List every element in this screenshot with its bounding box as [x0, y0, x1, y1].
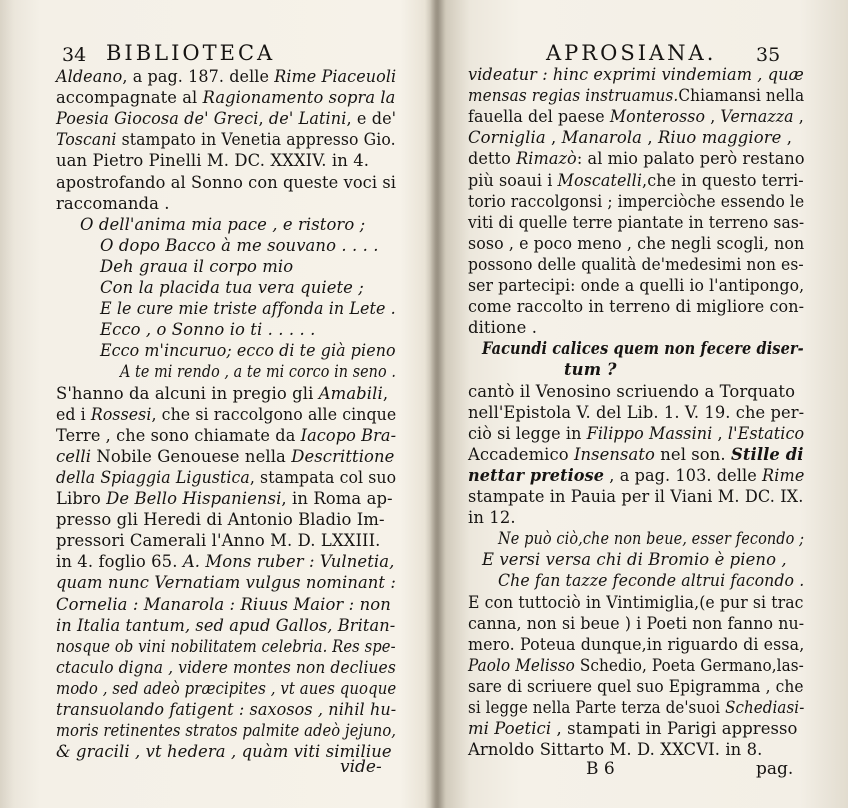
- text-run: : al mio palato però restano: [576, 149, 805, 169]
- text-run: Libro: [56, 489, 107, 508]
- text-run: ,: [705, 107, 721, 127]
- text-run: stampate in Pauia per il Viani M. DC. IX.: [468, 487, 804, 506]
- text-run: ciò si legge in: [468, 423, 587, 443]
- text-line: [468, 148, 805, 169]
- text-line: [56, 129, 396, 150]
- text-run: videatur : hinc exprimi vindemiam , quæ: [468, 65, 804, 84]
- text-run: A. Mons ruber : Vulnetia,: [182, 552, 395, 572]
- text-line: [468, 127, 804, 148]
- text-line: [468, 613, 805, 634]
- text-run: canna, non si beue ) i Poeti non fanno nu-: [468, 613, 805, 633]
- text-run: ,: [382, 383, 389, 403]
- text-line: [56, 488, 396, 509]
- text-line: [56, 87, 396, 108]
- text-line: [468, 465, 805, 486]
- text-line: [56, 383, 396, 404]
- text-run: A te mi rendo , a te mi corco in seno .: [120, 362, 396, 382]
- text-line: [468, 402, 805, 423]
- text-line: [498, 528, 805, 549]
- text-run: moris retinentes stratos palmite adeò jejuno,: [56, 721, 397, 741]
- text-run: nosque ob vini nobilitatem celebria. Res spe-: [56, 636, 396, 656]
- text-line: [56, 678, 397, 699]
- text-line: [468, 486, 804, 507]
- text-run: Poesia Giocosa de' Greci: [56, 109, 259, 129]
- text-run: Corniglia: [468, 128, 546, 148]
- text-run: Nobile Genouese nella: [91, 446, 292, 466]
- text-run: Iacopo Bra-: [300, 425, 397, 445]
- text-run: Manarola: [561, 128, 643, 148]
- text-run: Arnoldo Sittarto M. D. XXCVI. in 8.: [468, 740, 763, 760]
- text-run: Vernazza: [720, 107, 794, 127]
- text-run: Terre , che sono chiamate da: [56, 425, 301, 445]
- text-run: ,: [258, 109, 269, 129]
- text-run: , e de': [346, 109, 397, 129]
- text-run: più soaui i: [468, 170, 558, 190]
- text-line: [56, 594, 396, 615]
- text-run: viti di quelle terre piantate in terreno sas-: [468, 212, 805, 232]
- text-line: [56, 720, 397, 741]
- text-run: in Italia tantum, sed apud Gallos, Britan-: [56, 615, 396, 635]
- text-line: [100, 319, 396, 340]
- text-run: tum ?: [564, 360, 617, 380]
- text-run: in 4. foglio 65.: [56, 552, 183, 572]
- text-run: Riuo maggiore: [657, 128, 782, 148]
- text-run: fauella del paese: [468, 107, 610, 127]
- right-catchword: pag.: [756, 759, 794, 779]
- text-line: [56, 172, 397, 193]
- text-run: nel son.: [654, 444, 731, 464]
- left-running-head: BIBLIOTECA: [106, 41, 276, 65]
- text-run: modo , sed adeò præcipites , vt aues quoque: [56, 678, 397, 698]
- text-line: [468, 106, 804, 127]
- text-run: Ecco , o Sonno io ti . . . . .: [100, 320, 316, 340]
- text-run: Aldeano: [56, 67, 123, 86]
- text-run: Ragionamento sopra la: [202, 88, 396, 108]
- text-line: [100, 277, 396, 298]
- text-run: Moscatelli: [557, 170, 643, 190]
- text-run: mero. Poteua dunque,in riguardo di essa,: [468, 634, 805, 654]
- text-run: ,: [793, 107, 804, 127]
- text-line: [468, 444, 803, 465]
- text-run: & gracili , vt hedera , quàm viti similiue: [56, 742, 392, 762]
- text-run: Insensato: [573, 444, 655, 464]
- signature-mark: B 6: [586, 759, 615, 779]
- text-run: Con la placida tua vera quiete ;: [100, 278, 364, 297]
- text-run: mi Poetici: [468, 719, 552, 739]
- text-line: [468, 275, 805, 296]
- text-run: detto: [468, 149, 517, 169]
- text-line: [468, 697, 805, 718]
- text-run: Filippo Massini: [586, 423, 713, 443]
- text-run: Rimazò: [516, 149, 577, 169]
- text-run: quam nunc Vernatiam vulgus nominant :: [56, 573, 397, 593]
- text-run: accompagnate al: [56, 88, 203, 108]
- text-line: [56, 572, 395, 593]
- left-catchword: vide-: [340, 757, 382, 777]
- text-line: [56, 699, 397, 720]
- text-run: mensas regias instruamus.: [468, 86, 679, 106]
- text-line: [120, 361, 396, 382]
- text-line: [100, 235, 396, 256]
- text-run: Chiamansi nella: [678, 86, 805, 106]
- text-run: ditione .: [468, 318, 538, 338]
- text-line: [468, 233, 805, 254]
- text-line: [468, 191, 805, 212]
- text-run: E con tuttociò in Vintimiglia,(e pur si trac: [468, 592, 804, 612]
- text-run: stampato in Venetia appresso Gio.: [116, 130, 396, 150]
- text-run: della Spiaggia Ligustica: [56, 467, 250, 487]
- text-line: [56, 636, 396, 657]
- text-run: , stampati in Parigi appresso: [551, 719, 798, 739]
- text-run: Descrittione: [291, 446, 395, 466]
- text-run: , in Roma ap-: [281, 489, 393, 508]
- text-run: ,che in questo terri-: [642, 170, 804, 190]
- text-run: transuolando fatigent : saxosos , nihil hu-: [56, 700, 397, 719]
- text-line: [468, 64, 804, 85]
- text-line: [56, 530, 396, 551]
- text-run: de' Latini: [268, 109, 347, 129]
- text-run: Rime: [762, 465, 805, 485]
- text-run: ed i: [56, 404, 91, 424]
- text-run: ser partecipi: onde a quelli io l'antipongo,: [468, 276, 805, 295]
- text-run: nettar pretiose: [468, 465, 605, 485]
- text-line: [468, 212, 805, 233]
- text-line: [468, 655, 804, 676]
- text-run: possono delle qualità de'medesimi non es-: [468, 254, 804, 274]
- text-line: [100, 340, 396, 361]
- text-run: ctaculo digna , videre montes non decliues: [56, 657, 396, 677]
- text-run: Facundi calices quem non fecere diser-: [482, 339, 804, 359]
- text-run: E versi versa chi di Bromio è pieno ,: [482, 550, 787, 570]
- text-run: De Bello Hispaniensi: [106, 489, 282, 508]
- text-line: [468, 296, 805, 317]
- text-run: Paolo Melisso: [468, 655, 575, 675]
- text-run: Cornelia : Manarola : Riuus Maior : non: [56, 594, 391, 614]
- text-line: [100, 298, 396, 319]
- text-run: torio raccolgonsi ; imperciòche essendo le: [468, 191, 805, 211]
- text-line: [56, 150, 396, 171]
- text-line: [468, 507, 804, 528]
- text-run: Ecco m'incuruo; ecco di te già pieno: [100, 341, 396, 361]
- text-run: E le cure mie triste affonda in Lete .: [100, 299, 396, 319]
- text-run: O dopo Bacco à me souvano . . . .: [100, 235, 379, 255]
- text-run: O dell'anima mia pace , e ristoro ;: [80, 214, 366, 234]
- text-run: cantò il Venosino scriuendo a Torquato: [468, 381, 796, 401]
- text-run: , a pag. 103. delle: [604, 465, 763, 485]
- text-run: ,: [712, 423, 728, 443]
- text-run: S'hanno da alcuni in pregio gli: [56, 383, 319, 403]
- text-run: , stampata col suo: [249, 467, 397, 487]
- text-run: Rossesi: [90, 404, 152, 424]
- text-run: l'Estatico: [727, 423, 805, 443]
- text-run: Schediasi-: [725, 698, 805, 717]
- text-line: [468, 317, 804, 338]
- text-run: apostrofando al Sonno con queste voci si: [56, 172, 397, 192]
- text-line: [56, 193, 396, 214]
- text-run: Amabili: [318, 383, 383, 403]
- text-run: pressori Camerali l'Anno M. D. LXXIII.: [56, 531, 381, 551]
- text-run: ,: [642, 128, 658, 148]
- text-line: [468, 634, 805, 655]
- text-run: Schedio, Poeta Germano,las-: [574, 655, 804, 675]
- left-page-number: 34: [62, 44, 87, 66]
- text-line: [468, 718, 804, 739]
- text-run: Deh graua il corpo mio: [100, 256, 294, 276]
- text-line: [56, 108, 397, 129]
- text-line: [100, 256, 396, 277]
- text-line: [482, 549, 804, 570]
- text-run: si legge nella Parte terza de'suoi: [468, 698, 726, 717]
- text-line: [468, 423, 805, 444]
- text-line: [56, 446, 396, 467]
- text-run: ,: [545, 128, 562, 148]
- text-run: uan Pietro Pinelli M. DC. XXXIV. in 4.: [56, 151, 370, 171]
- text-run: ,: [781, 128, 793, 148]
- text-line: [56, 425, 397, 446]
- text-line: [56, 66, 397, 87]
- text-run: Che fan tazze feconde altrui facondo .: [498, 571, 805, 591]
- text-run: in 12.: [468, 508, 516, 528]
- text-run: , a pag. 187. delle: [122, 67, 275, 86]
- text-line: [56, 615, 396, 636]
- text-line: [56, 404, 397, 425]
- text-line: [468, 739, 804, 760]
- text-line: [482, 338, 804, 359]
- text-line: [56, 509, 396, 530]
- text-line: [498, 570, 805, 591]
- text-line: [56, 657, 396, 678]
- text-line: [56, 467, 397, 488]
- text-run: Accademico: [468, 444, 574, 464]
- text-run: raccomanda .: [56, 193, 170, 213]
- text-run: , che si raccolgono alle cinque: [151, 404, 397, 424]
- text-line: [468, 85, 805, 106]
- text-line: [468, 381, 804, 402]
- text-line: [468, 170, 804, 191]
- text-run: celli: [56, 446, 92, 466]
- text-line: [468, 676, 804, 697]
- text-run: Stille di: [730, 444, 804, 464]
- text-line: [56, 551, 396, 572]
- text-line: [468, 254, 804, 275]
- text-run: presso gli Heredi di Antonio Bladio Im-: [56, 510, 385, 530]
- text-run: come raccolto in terreno di migliore con-: [468, 297, 805, 317]
- text-line: [80, 214, 396, 235]
- text-run: Rime Piaceuoli: [274, 67, 397, 86]
- text-line: [468, 592, 804, 613]
- text-run: Ne può ciò,che non beue, esser fecondo ;: [498, 529, 805, 549]
- text-run: Monterosso: [609, 107, 706, 127]
- text-run: Toscani: [56, 130, 117, 150]
- right-page: [438, 0, 848, 808]
- text-run: sare di scriuere quel suo Epigramma , che: [468, 676, 804, 696]
- right-running-head: APROSIANA.: [546, 41, 717, 65]
- text-line: [564, 359, 804, 380]
- text-run: nell'Epistola V. del Lib. 1. V. 19. che per-: [468, 402, 805, 422]
- right-page-number: 35: [756, 44, 781, 66]
- text-run: soso , e poco meno , che negli scogli, non: [468, 233, 805, 253]
